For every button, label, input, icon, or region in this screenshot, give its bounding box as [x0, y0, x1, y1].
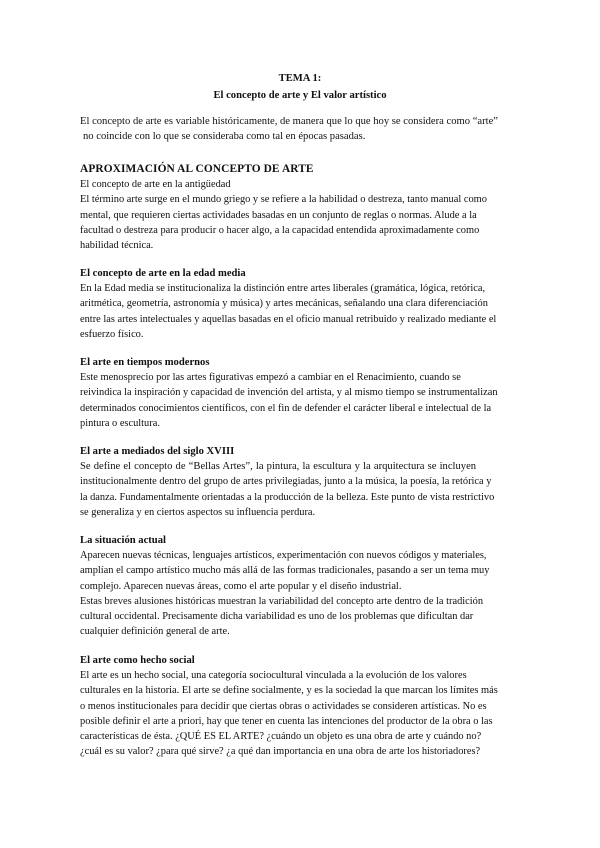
section-heading: El arte como hecho social — [80, 655, 195, 666]
section-edad-media — [80, 266, 525, 342]
paragraph-line: El arte es un hecho social, una categoría sociocultural vinculada a la evolución de los valores — [80, 670, 467, 682]
paragraph-line: habilidad técnica. — [80, 240, 154, 252]
paragraph-line: cultural occidental. Precisamente dicha variabilidad es uno de los problemas que dificultan dar — [80, 611, 474, 623]
section-heading: El concepto de arte en la edad media — [80, 268, 246, 279]
intro-line: El concepto de arte es variable históricamente, de manera que lo que hoy se considera como “arte” — [80, 116, 498, 127]
paragraph-line: Estas breves alusiones históricas muestran la variabilidad del concepto arte dentro de la tradición — [80, 595, 484, 607]
paragraph-line: institucionalmente dentro del grupo de artes privilegiadas, junto a la música, la poesía, la retórica y — [80, 476, 492, 488]
paragraph-line: facultad o destreza para producir o hacer algo, a la capacidad entendida aproximadamente como — [80, 224, 480, 236]
paragraph-line: El término arte surge en el mundo griego y se refiere a la habilidad o destreza, tanto manual como — [80, 194, 487, 206]
section-siglo-xviii — [80, 444, 525, 520]
paragraph-line: En la Edad media se institucionaliza la distinción entre artes liberales (gramática, lógica, retórica, — [80, 283, 486, 295]
section-heading: APROXIMACIÓN AL CONCEPTO DE ARTE — [80, 163, 314, 175]
paragraph-line: reivindica la inspiración y capacidad de invención del artista, y al mismo tiempo se instrumentalizan — [80, 387, 498, 399]
paragraph-line: Aparecen nuevas técnicas, lenguajes artísticos, experimentación con nuevos códigos y materiales, — [80, 550, 487, 562]
paragraph-line: características de ésta. ¿QUÉ ES EL ARTE? ¿cuándo un objeto es una obra de arte y cuándo no? — [80, 731, 482, 743]
paragraph-line: Se define el concepto de “Bellas Artes”, la pintura, la escultura y la arquitectura se incluyen — [80, 461, 477, 473]
section-subheading: El concepto de arte en la antigüedad — [80, 179, 231, 191]
section-aproximacion — [80, 162, 525, 253]
document-subtitle: El concepto de arte y El valor artístico — [213, 90, 387, 101]
paragraph-line: amplían el campo artístico mucho más allá de las formas tradicionales, pasando a ser un tema muy — [80, 565, 490, 577]
section-heading: La situación actual — [80, 535, 166, 546]
document-title: TEMA 1: — [278, 73, 322, 84]
paragraph-line: posible definir el arte a priori, hay que tener en cuenta las intenciones del productor de la obra o las — [80, 715, 493, 727]
paragraph-line: o menos institucionales para decidir que ciertas obras o actividades se consideren artísticas. No es — [80, 700, 487, 712]
section-situacion-actual — [80, 533, 525, 639]
paragraph-line: determinados conocimientos científicos, con el fin de defender el carácter liberal e intelectual de la — [80, 402, 492, 414]
paragraph-line: ¿cuál es su valor? ¿para qué sirve? ¿a qué dan importancia en una obra de arte los historiadores? — [80, 746, 481, 758]
intro-line: no coincide con lo que se consideraba como tal en épocas pasadas. — [83, 131, 366, 143]
paragraph-line: mental, que requieren ciertas actividades basadas en un conjunto de reglas o normas. Alude a la — [80, 209, 477, 221]
paragraph-line: entre las artes intelectuales y aquellas basadas en el oficio manual retribuido y realizado mediante el — [80, 313, 497, 325]
paragraph-line: la danza. Fundamentalmente orientadas a la producción de la belleza. Este punto de vista restrictivo — [80, 491, 495, 503]
section-heading: El arte en tiempos modernos — [80, 357, 210, 368]
paragraph-line: complejo. Aparecen nuevas áreas, como el arte popular y el diseño industrial. — [80, 580, 402, 592]
paragraph-line: esfuerzo físico. — [80, 328, 144, 340]
paragraph-line: aritmética, geometría, astronomía y música) y artes mecánicas, señalando una clara diferenciación — [80, 298, 488, 310]
paragraph-line: Este menosprecio por las artes figurativas empezó a cambiar en el Renacimiento, cuando se — [80, 372, 461, 384]
paragraph-line: pintura o escultura. — [80, 417, 160, 429]
section-heading: El arte a mediados del siglo XVIII — [80, 446, 235, 457]
paragraph-line: cualquier definición general de arte. — [80, 626, 230, 638]
paragraph-line: culturales en la historia. El arte se define socialmente, y es la sociedad la que marcan los límites más — [80, 685, 498, 697]
section-tiempos-modernos — [80, 355, 525, 431]
paragraph-line: se generaliza y en ciertos aspectos su influencia perdura. — [80, 506, 316, 518]
section-hecho-social — [80, 653, 525, 759]
intro-paragraph — [80, 114, 525, 144]
